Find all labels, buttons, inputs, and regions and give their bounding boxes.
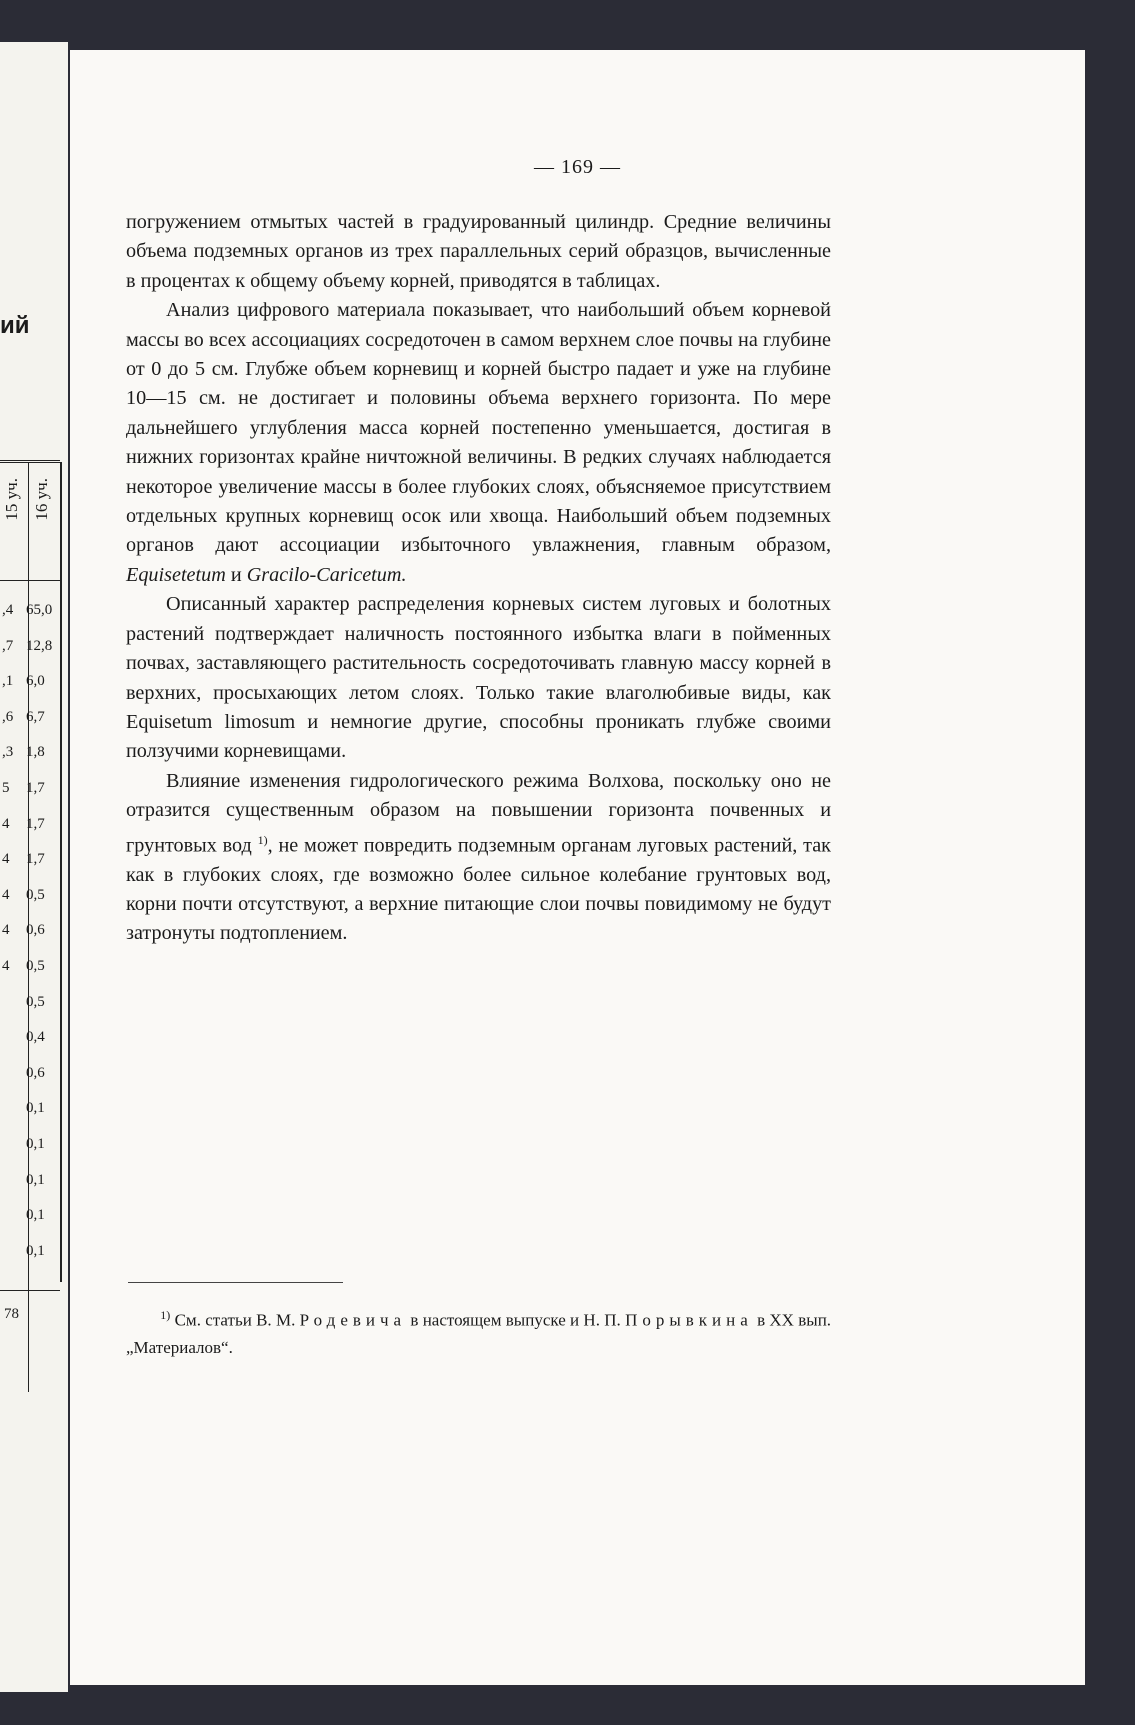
table-cell-16-17: 0,1 [26,1171,45,1188]
conjunction: и [230,563,242,586]
table-cell-16-11: 0,5 [26,958,45,974]
table-cell-16-18: 0,1 [26,1207,45,1224]
footnote-divider [128,1282,343,1283]
table-cell-15-5: ,3 [2,744,14,761]
footnote [126,1302,831,1361]
table-cell-15-8: 4 [2,851,10,868]
table-cell-16-8: 1,7 [26,851,45,868]
table-cell-16-2: 12,8 [26,637,53,654]
table-cell-16-9: 0,5 [26,886,45,903]
footnote-author-porivkin: Порывкина [625,1310,753,1330]
paragraph-1: погружением отмытых частей в градуированный цилиндр. Средние величины объема подземных органов из трех параллельных серий образцов, вычисленные в процентах к общему объему корней, приводятся в таблицах. [126,211,831,292]
table-right-border [60,462,62,1282]
table-cell-16-13: 0,4 [26,1029,45,1046]
paragraph-3: Описанный характер распределения корневых систем луговых и болотных растений подтверждает наличность постоянного избытка влаги в пойменных почвах, заставляющего растительность сосредоточивать главную массу корней в верхних, просыхающих летом слоях. Только такие влаголюбивые виды, как Equisetum limosum и немногие другие, способны проникать глубже своими ползучими корневищами. [126,593,831,763]
table-top-rule [0,460,60,463]
column-header-15: 15 уч. [2,478,21,521]
paragraph-4-text-b: , не может повредить подземным органам луговых растений, так как в глубоких слоях, где возможно более сильное колебание грунтовых вод, корни почти отсутствуют, а верхние питающие слои почвы повидимому не будут затронуты подтоплением. [126,834,831,945]
footnote-author-rodevich: Родевича [299,1310,407,1330]
table-total-value: 78 [4,1306,19,1322]
table-cell-16-3: 6,0 [26,673,45,690]
table-cell-16-7: 1,7 [26,815,45,832]
main-text [126,208,831,949]
italic-term-equisetetum: Equisetetum [126,563,226,586]
table-cell-15-10: 4 [2,922,10,939]
paragraph-2 [126,296,831,590]
table-cell-16-15: 0,1 [26,1100,45,1117]
left-page-fragment [0,42,68,1692]
table-cell-15-7: 4 [2,815,10,832]
page-number: — 169 — [534,156,621,178]
left-page-heading-fragment: ий [0,312,30,339]
table-cell-15-3: ,1 [2,673,14,690]
italic-term-gracilo-caricetum: Gracilo-Caricetum. [246,563,407,586]
table-cell-15-6: 5 [2,780,10,796]
footnote-text-c: в XX вып. „Материалов“. [126,1310,832,1357]
footnote-reference: 1) [257,832,268,847]
table-cell-16-19: 0,1 [26,1242,45,1259]
table-cell-16-16: 0,1 [26,1136,45,1152]
right-page [70,50,1085,1685]
table-cell-15-11: 4 [2,958,10,974]
footnote-text-a: См. статьи В. М. [174,1310,296,1330]
column-header-16: 16 уч. [32,478,51,521]
table-cell-16-12: 0,5 [26,993,45,1010]
table-cell-15-9: 4 [2,886,10,903]
paragraph-4-text-a: Влияние изменения гидрологического режима Волхова, поскольку оно не отразится существенным образом на повышении горизонта почвенных и грунтовых вод [126,769,831,857]
table-cell-16-4: 6,7 [26,708,45,725]
table-header-rule [0,580,60,581]
table-cell-16-6: 1,7 [26,780,45,796]
table-cell-15-4: ,6 [2,708,14,725]
table-bottom-rule [0,1290,60,1291]
table-cell-16-14: 0,6 [26,1064,45,1081]
table-cell-15-1: ,4 [2,602,14,618]
table-cell-15-2: ,7 [2,637,14,654]
table-cell-16-1: 65,0 [26,602,53,618]
paragraph-4 [126,767,831,949]
footnote-text-b: в настоящем выпуске и Н. П. [410,1310,621,1330]
paragraph-2-text: Анализ цифрового материала показывает, что наибольший объем корневой массы во всех ассоциациях сосредоточен в самом верхнем слое почвы на глубине от 0 до 5 см. Глубже объем корневищ и корней быстро падает и уже на глубине 10—15 см. не достигает и половины объема верхнего горизонта. По мере дальнейшего углубления масса корней постепенно уменьшается, достигая в нижних горизонтах крайне ничтожной величины. В редких случаях наблюдается некоторое увеличение массы в более глубоких слоях, объясняемое присутствием отдельных крупных корневищ осок или хвоща. Наибольший объем подземных органов дают ассоциации избыточного увлажнения, главным образом, [126,299,831,557]
table-cell-16-10: 0,6 [26,922,45,939]
footnote-marker: 1) [160,1308,171,1322]
table-cell-16-5: 1,8 [26,744,45,761]
